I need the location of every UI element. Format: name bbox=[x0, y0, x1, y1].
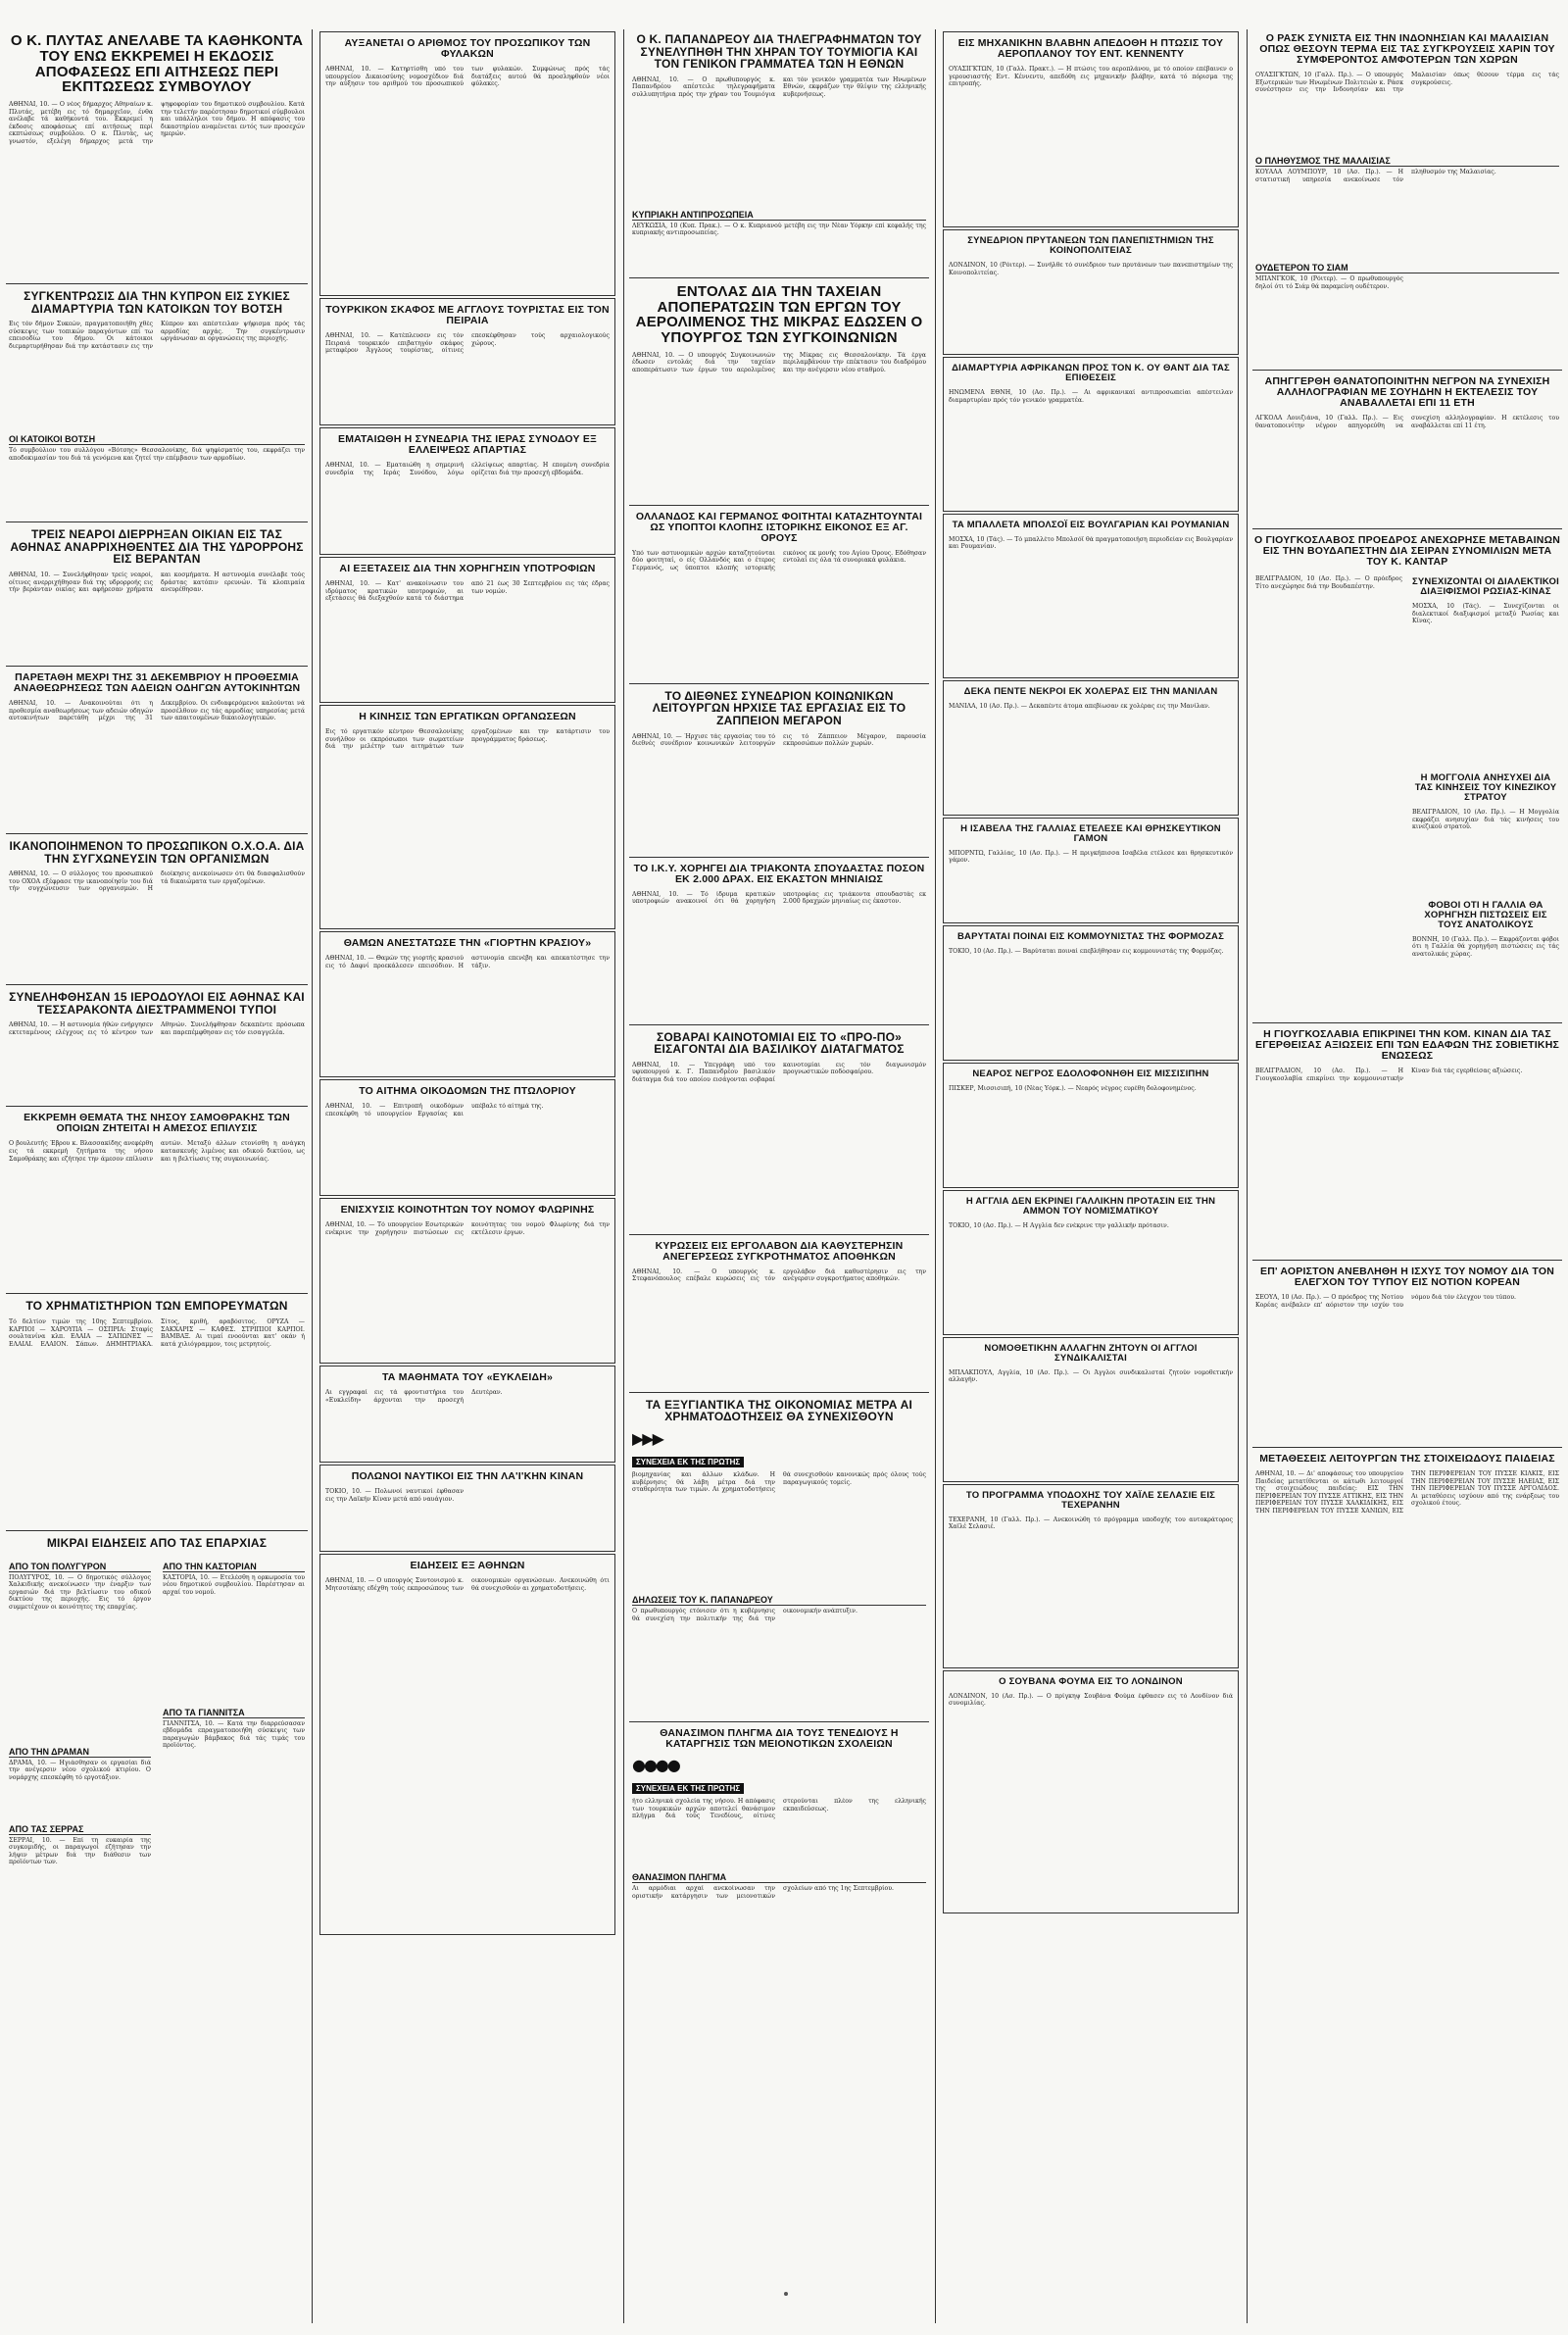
headline: ΕΚΚΡΕΜΗ ΘΕΜΑΤΑ ΤΗΣ ΝΗΣΟΥ ΣΑΜΟΘΡΑΚΗΣ ΤΩΝ ΟΠΟΙΩΝ ΖΗΤΕΙΤΑΙ Η ΑΜΕΣΟΣ ΕΠΙΛΥΣΙΣ bbox=[24, 1112, 290, 1135]
headline: ΔΕΚΑ ΠΕΝΤΕ ΝΕΚΡΟΙ ΕΚ ΧΟΛΕΡΑΣ ΕΙΣ ΤΗΝ ΜΑΝΙΛΑΝ bbox=[963, 685, 1218, 697]
continuation-badge: ΣΥΝΕΧΕΙΑ ΕΚ ΤΗΣ ΠΡΩΤΗΣ bbox=[632, 1783, 744, 1794]
article-body: ΑΘΗΝΑΙ, 10. — Ο υπουργός Συγκοινωνιών έδωσεν εντολάς διά την ταχείαν αποπεράτωσιν των έργων του αερολιμένος της Μίκρας εις Θεσσαλονίκην. Τά έργα περιλαμβάνουν την επέκτασιν του διαδρόμου και την ανέγερσιν νέου σταθμού. bbox=[632, 351, 926, 373]
article-body: ΑΘΗΝΑΙ, 10. — Υπεγράφη υπό του υφυπουργού κ. Γ. Παπανδρέου βασιλικόν διάταγμα διά του οποίου εισάγονται σοβαραί καινοτομίαι εις τόν διαγωνισμόν προγνωστικών ποδοσφαίρου. bbox=[632, 1061, 926, 1084]
article-body: ΑΘΗΝΑΙ, 10. — Ο υπουργός κ. Στεφανόπουλος επέβαλε κυρώσεις εις τόν εργολάβον διά καθυστέρησιν εις την ανέγερσιν συγκροτήματος αποθηκών. bbox=[632, 1267, 926, 1283]
article-body: ΑΘΗΝΑΙ, 10. — Κατ' ανακοίνωσιν του ιδρύματος κρατικών υποτροφιών, αι εξετάσεις θά διεξαχθούν κατά τό διάστημα από 21 έως 30 Σεπτεμβρίου εις τάς έδρας των νομών. bbox=[325, 580, 610, 603]
headline: ΑΥΞΑΝΕΤΑΙ Ο ΑΡΙΘΜΟΣ ΤΟΥ ΠΡΟΣΩΠΙΚΟΥ ΤΩΝ ΦΥΛΑΚΩΝ bbox=[344, 37, 591, 61]
subheading: ΟΥΔΕΤΕΡΟΝ ΤΟ ΣΙΑΜ bbox=[1255, 263, 1559, 273]
column-1 bbox=[6, 29, 308, 1898]
article-body: ΒΕΛΙΓΡΑΔΙΟΝ, 10 (Ασ. Πρ.). — Η Γιουγκοσλαβία επικρίνει την κομμουνιστικήν Κίναν διά τάς εγερθείσας αξιώσεις. bbox=[1255, 1067, 1523, 1082]
subheading: ΑΠΟ ΤΑ ΓΙΑΝΝΙΤΣΑ bbox=[163, 1708, 305, 1718]
article-body: Ο πρωθυπουργός ετόνισεν ότι η κυβέρνησις θά συνεχίση την πολιτικήν της διά την οικονομικήν ανάπτυξιν. bbox=[632, 1608, 858, 1622]
headline: ΤΟΥΡΚΙΚΟΝ ΣΚΑΦΟΣ ΜΕ ΑΓΓΛΟΥΣ ΤΟΥΡΙΣΤΑΣ ΕΙΣ ΤΟΝ ΠΕΙΡΑΙΑ bbox=[325, 304, 610, 327]
article-body: ΑΘΗΝΑΙ, 10. — Ανακοινούται ότι η προθεσμία αναθεωρήσεως των αδειών οδηγών αυτοκινήτων παρετάθη μέχρι της 31 Δεκεμβρίου. Οι ενδιαφερόμενοι καλούνται νά προσέλθουν εις τάς αρμοδίας υπηρεσίας μετά των απαιτουμένων δικαιολογητικών. bbox=[9, 700, 305, 722]
subheading: ΑΠΟ ΤΟΝ ΠΟΛΥΓΥΡΟΝ bbox=[9, 1562, 151, 1572]
article-body: ΒΟΝΝΗ, 10 (Γαλλ. Πρ.). — Εκφράζονται φόβοι ότι η Γαλλία θά χορηγήση πιστώσεις εις τάς ανατολικάς χώρας. bbox=[1412, 935, 1559, 959]
headline: ΤΑ ΕΞΥΓΙΑΝΤΙΚΑ ΤΗΣ ΟΙΚΟΝΟΜΙΑΣ ΜΕΤΡΑ ΑΙ ΧΡΗΜΑΤΟΔΟΤΗΣΕΙΣ ΘΑ ΣΥΝΕΧΙΣΘΟΥΝ bbox=[645, 1397, 913, 1424]
continuation-badge: ΣΥΝΕΧΕΙΑ ΕΚ ΤΗΣ ΠΡΩΤΗΣ bbox=[632, 1457, 744, 1467]
article-body: Τό συμβούλιον του συλλόγου «Βότσης» Θεσσαλονίκης, διά ψηφίσματός του, εκφράζει την αποδοκιμασίαν του διά τά γενόμενα και ζητεί την επέμβασιν των αρμοδίων. bbox=[9, 447, 305, 462]
headline: ΕΜΑΤΑΙΩΘΗ Η ΣΥΝΕΔΡΙΑ ΤΗΣ ΙΕΡΑΣ ΣΥΝΟΔΟΥ ΕΞ ΕΛΛΕΙΨΕΩΣ ΑΠΑΡΤΙΑΣ bbox=[338, 433, 597, 457]
article-body: ΑΘΗΝΑΙ, 10. — Κατηρτίσθη υπό του υπουργείου Δικαιοσύνης νομοσχέδιον διά την αύξησιν του αριθμού του προσωπικού των φυλακών. Συμφώνως πρός τάς διατάξεις αυτού θά προσληφθούν νέοι φύλακες. bbox=[325, 66, 610, 88]
article-body: ΑΘΗΝΑΙ, 10. — Εματαιώθη η σημερινή συνεδρία της Ιεράς Συνόδου, λόγω ελλείψεως απαρτίας. Η επομένη συνεδρία ορίζεται διά την προσεχή εβδομάδα. bbox=[325, 462, 610, 476]
article-body: ΜΟΣΧΑ, 10 (Τάς). — Συνεχίζονται οι διαλεκτικοί διαξιφισμοί μεταξύ Ρωσίας και Κίνας. bbox=[1412, 603, 1559, 625]
fold-mark bbox=[784, 2292, 788, 2296]
headline: ΤΟ ΧΡΗΜΑΤΙΣΤΗΡΙΟΝ ΤΩΝ ΕΜΠΟΡΕΥΜΑΤΩΝ bbox=[25, 1299, 288, 1314]
headline: ΕΙΔΗΣΕΙΣ ΕΞ ΑΘΗΝΩΝ bbox=[410, 1560, 525, 1572]
headline: ΘΑΝΑΣΙΜΟΝ ΠΛΗΓΜΑ ΔΙΑ ΤΟΥΣ ΤΕΝΕΔΙΟΥΣ Η ΚΑΤΑΡΓΗΣΙΣ ΤΩΝ ΜΕΙΟΝΟΤΙΚΩΝ ΣΧΟΛΕΙΩΝ bbox=[660, 1727, 899, 1751]
article-body: ΑΘΗΝΑΙ, 10. — Ήρχισε τάς εργασίας του τό διεθνές συνέδριον κοινωνικών λειτουργών εις τό Ζάππειον Μέγαρον, παρουσία εκπροσώπων πολλών χωρών. bbox=[632, 732, 926, 748]
article-body: βιομηχανίας και άλλων κλάδων. Η κυβέρνησις θά λάβη μέτρα διά την σταθερότητα των τιμών. Αι χρηματοδοτήσεις θά συνεχισθούν κανονικώς πρός όλους τούς παραγωγικούς τομείς. bbox=[632, 1471, 926, 1494]
headline: ΤΑ ΜΠΑΛΛΕΤΑ ΜΠΟΛΣΟΪ ΕΙΣ ΒΟΥΛΓΑΡΙΑΝ ΚΑΙ ΡΟΥΜΑΝΙΑΝ bbox=[952, 519, 1230, 530]
column-2 bbox=[318, 29, 617, 1937]
column-rule bbox=[1247, 29, 1248, 2323]
article-body: ΜΠΛΑΚΠΟΥΛ, Αγγλία, 10 (Ασ. Πρ.). — Οι Άγγλοι συνδικαλισταί ζητούν νομοθετικήν αλλαγήν. bbox=[949, 1368, 1233, 1384]
column-3 bbox=[629, 29, 929, 1985]
headline: ΜΕΤΑΘΕΣΕΙΣ ΛΕΙΤΟΥΡΓΩΝ ΤΗΣ ΣΤΟΙΧΕΙΩΔΟΥΣ ΠΑΙΔΕΙΑΣ bbox=[1259, 1452, 1555, 1465]
article-body: ΑΓΚΟΛΑ Λουιζιάνα, 10 (Γαλλ. Πρ.). — Εις θανατοποινίτην νέγρον απηγορεύθη να συνεχίση αλληλογραφίαν. Η εκτέλεσις του αναβάλλεται επί 11 έτη. bbox=[1255, 415, 1559, 429]
column-rule bbox=[623, 29, 624, 2323]
headline: ΙΚΑΝΟΠΟΙΗΜΕΝΟΝ ΤΟ ΠΡΟΣΩΠΙΚΟΝ Ο.Χ.Ο.Α. ΔΙΑ ΤΗΝ ΣΥΓΧΩΝΕΥΣΙΝ ΤΩΝ ΟΡΓΑΝΙΣΜΩΝ bbox=[9, 839, 305, 866]
article-body: Τό δελτίον τιμών της 10ης Σεπτεμβρίου. ΚΑΡΠΟΙ — ΧΑΡΟΥΠΑ — ΟΣΠΡΙΑ: Σταφίς σουλτανίνα κλπ. ΕΛΑΙΑ — ΣΑΠΩΝΕΣ — ΕΛΑΙΑΙ. ΕΛΑΙΟΝ. Σάπων. ΔΗΜΗΤΡΙΑΚΑ. Σίτος, κριθή, αραβόσιτος. ΟΡΥΖΑ — ΣΑΚΧΑΡΙΣ — ΚΑΦΕΣ. ΣΤΡΙΠΙΟΙ ΚΑΡΠΟΙ. ΒΑΜΒΑΞ. Αι τιμαί ενοούνται κατ' οκάν ή κατά χιλιόγραμμον, τοις μετρητοίς. bbox=[9, 1318, 305, 1348]
article-body: Υπό των αστυνομικών αρχών καταζητούνται δύο φοιτηταί, ο είς Ολλανδός και ο έτερος Γερμανός, ως ύποπτοι κλοπής ιστορικής εικόνος εκ μονής του Αγίου Όρους. Εδόθησαν εντολαί εις όλα τά συνοριακά φυλάκια. bbox=[632, 549, 926, 572]
article-body: ΑΘΗΝΑΙ, 10. — Επιτροπή οικοδόμων επεσκέφθη τό υπουργείον Εργασίας και υπέβαλε τό αίτημά της. bbox=[325, 1103, 544, 1118]
headline: Ο ΡΑΣΚ ΣΥΝΙΣΤΑ ΕΙΣ ΤΗΝ ΙΝΔΟΝΗΣΙΑΝ ΚΑΙ ΜΑΛΑΙΣΙΑΝ ΟΠΩΣ ΘΕΣΟΥΝ ΤΕΡΜΑ ΕΙΣ ΤΑΣ ΣΥΓΚΡΟΥΣΕΙΣ ΧΑΡΙΝ ΤΟΥ ΣΥΜΦΕΡΟΝΤΟΣ ΑΜΦΟΤΕΡΩΝ ΤΩΝ ΧΩΡΩΝ bbox=[1259, 32, 1555, 67]
headline: Η ΚΙΝΗΣΙΣ ΤΩΝ ΕΡΓΑΤΙΚΩΝ ΟΡΓΑΝΩΣΕΩΝ bbox=[359, 711, 576, 723]
headline: ΠΑΡΕΤΑΘΗ ΜΕΧΡΙ ΤΗΣ 31 ΔΕΚΕΜΒΡΙΟΥ Η ΠΡΟΘΕΣΜΙΑ ΑΝΑΘΕΩΡΗΣΕΩΣ ΤΩΝ ΑΔΕΙΩΝ ΟΔΗΓΩΝ ΑΥΤΟΚΙΝΗΤΩΝ bbox=[13, 671, 301, 694]
article-body: ΑΘΗΝΑΙ, 10. — Τό ίδρυμα κρατικών υποτροφιών ανακοινοί ότι θά χορηγήση υποτροφίας εις τριάκοντα σπουδαστάς εκ 2.000 δραχμών μηνιαίως εις έκαστον. bbox=[632, 890, 926, 906]
article-body: ΚΟΥΑΛΑ ΛΟΥΜΠΟΥΡ, 10 (Ασ. Πρ.). — Η στατιστική υπηρεσία ανεκοίνωσε τόν πληθυσμόν της Μαλαισίας. bbox=[1255, 169, 1496, 183]
article-body: ΤΟΚΙΟ, 10. — Πολωνοί ναυτικοί έφθασαν εις την Λαϊκήν Κίναν μετά από ναυάγιον. bbox=[325, 1488, 464, 1503]
headline: ΕΝΤΟΛΑΣ ΔΙΑ ΤΗΝ ΤΑΧΕΙΑΝ ΑΠΟΠΕΡΑΤΩΣΙΝ ΤΩΝ ΕΡΓΩΝ ΤΟΥ ΑΕΡΟΛΙΜΕΝΟΣ ΤΗΣ ΜΙΚΡΑΣ ΕΔΩΣΕΝ Ο ΥΠΟΥΡΓΟΣ ΤΩΝ ΣΥΓΚΟΙΝΩΝΙΩΝ bbox=[635, 282, 923, 347]
headline: ΠΟΛΩΝΟΙ ΝΑΥΤΙΚΟΙ ΕΙΣ ΤΗΝ ΛΑ'Ι'ΚΗΝ ΚΙΝΑΝ bbox=[351, 1470, 584, 1483]
headline: ΘΑΜΩΝ ΑΝΕΣΤΑΤΩΣΕ ΤΗΝ «ΓΙΟΡΤΗΝ ΚΡΑΣΙΟΥ» bbox=[343, 937, 592, 950]
headline: ΝΕΑΡΟΣ ΝΕΓΡΟΣ ΕΔΟΛΟΦΟΝΗΘΗ ΕΙΣ ΜΙΣΣΙΣΙΠΗΝ bbox=[972, 1068, 1209, 1079]
article-body: ΚΑΣΤΟΡΙΑ, 10. — Ετελέσθη η ορκωμοσία του νέου δημοτικού συμβουλίου. Παρέστησαν αι αρχαί του νομού. bbox=[163, 1573, 305, 1596]
article-body: ΟΥΑΣΙΓΚΤΩΝ, 10 (Γαλλ. Πρακτ.). — Η πτώσις του αεροπλάνου, με τό οποίον επέβαινεν ο γερουσιαστής Εντ. Κέννεντυ, απεδόθη εις μηχανικήν βλάβην, κατά τό πόρισμα της επιτροπής. bbox=[949, 66, 1233, 88]
headline: ΚΥΡΩΣΕΙΣ ΕΙΣ ΕΡΓΟΛΑΒΟΝ ΔΙΑ ΚΑΘΥΣΤΕΡΗΣΙΝ ΑΝΕΓΕΡΣΕΩΣ ΣΥΓΚΡΟΤΗΜΑΤΟΣ ΑΠΟΘΗΚΩΝ bbox=[655, 1239, 904, 1263]
article-body: ΑΘΗΝΑΙ, 10. — Συνελήφθησαν τρείς νεαροί, οίτινες ανερριχήθησαν διά της υδρορροής εις τήν βεράνταν οικίας και αφήρεσαν χρήματα και κοσμήματα. Η αστυνομία συνέλαβε τούς δράστας κατόπιν ερευνών. Τά κλοπιμαία ανευρέθησαν. bbox=[9, 571, 305, 594]
article-body: ΣΕΡΡΑΙ, 10. — Επί τη ευκαιρία της συγκομιδής, οι παραγωγοί εζήτησαν την λήψιν μέτρων διά την διάθεσιν των προϊόντων των. bbox=[9, 1836, 151, 1866]
article-body: ΤΟΚΙΟ, 10 (Ασ. Πρ.). — Βαρύταται ποιναί επεβλήθησαν εις κομμουνιστάς της Φορμόζας. bbox=[949, 947, 1224, 955]
headline: ΕΠ' ΑΟΡΙΣΤΟΝ ΑΝΕΒΛΗΘΗ Η ΙΣΧΥΣ ΤΟΥ ΝΟΜΟΥ ΔΙΑ ΤΟΝ ΕΛΕΓΧΟΝ ΤΟΥ ΤΥΠΟΥ ΕΙΣ ΝΟΤΙΟΝ ΚΟΡΕΑΝ bbox=[1259, 1265, 1554, 1288]
article-body: ΒΕΛΙΓΡΑΔΙΟΝ, 10 (Ασ. Πρ.). — Ο πρόεδρος Τίτο ανεχώρησε διά την Βουδαπέστην. bbox=[1255, 575, 1402, 590]
article-body: ΑΘΗΝΑΙ, 10. — Ο νέος δήμαρχος Αθηναίων κ. Πλυτάς, μετέβη εις τό δημαρχεϊον, ένθα ανέλαβε τά καθήκοντά του. Εκκρεμεί η έκδοσις αποφάσεως επί αιτήσεως περί εκπτώσεως συμβούλου. Ο κ. Πλυτάς, ως γνωστόν, εξελέγη δήμαρχος μετά την ψηφοφορίαν του δημοτικού συμβουλίου. Κατά την τελετήν παρέστησαν δημοτικοί σύμβουλοι και υπάλληλοι του δήμου. Η απόφασις του δικαστηρίου αναμένεται εντός των προσεχών ημερών. bbox=[9, 101, 305, 145]
dot-ornament-icon: ●●●● bbox=[632, 1756, 679, 1775]
headline: Η ΜΟΓΓΟΛΙΑ ΑΝΗΣΥΧΕΙ ΔΙΑ ΤΑΣ ΚΙΝΗΣΕΙΣ ΤΟΥ ΚΙΝΕΖΙΚΟΥ ΣΤΡΑΤΟΥ bbox=[1414, 772, 1557, 804]
headline: Ο ΣΟΥΒΑΝΑ ΦΟΥΜΑ ΕΙΣ ΤΟ ΛΟΝΔΙΝΟΝ bbox=[999, 1675, 1183, 1687]
article-body: ΑΘΗΝΑΙ, 10. — Θαμών της γιορτής κρασιού εις τό Δαφνί προεκάλεσεν επεισόδιον. Η αστυνομία επενέβη και απεκατέστησε την τάξιν. bbox=[325, 955, 610, 969]
subheading: ΔΗΛΩΣΕΙΣ ΤΟΥ Κ. ΠΑΠΑΝΔΡΕΟΥ bbox=[632, 1595, 926, 1606]
article-body: ΛΟΝΔΙΝΟΝ, 10 (Ασ. Πρ.). — Ο πρίγκηψ Σουβάνα Φούμα έφθασεν εις τό Λονδίνον διά συνομιλίας. bbox=[949, 1692, 1233, 1708]
headline: Η ΙΣΑΒΕΛΑ ΤΗΣ ΓΑΛΛΙΑΣ ΕΤΕΛΕΣΕ ΚΑΙ ΘΡΗΣΚΕΥΤΙΚΟΝ ΓΑΜΟΝ bbox=[960, 822, 1221, 844]
headline: ΣΥΝΕΔΡΙΟΝ ΠΡΥΤΑΝΕΩΝ ΤΩΝ ΠΑΝΕΠΙΣΤΗΜΙΩΝ ΤΗΣ ΚΟΙΝΟΠΟΛΙΤΕΙΑΣ bbox=[967, 235, 1214, 256]
column-rule bbox=[935, 29, 936, 2323]
subheading: ΑΠΟ ΤΑΣ ΣΕΡΡΑΣ bbox=[9, 1824, 151, 1835]
headline: ΑΙ ΕΞΕΤΑΣΕΙΣ ΔΙΑ ΤΗΝ ΧΟΡΗΓΗΣΙΝ ΥΠΟΤΡΟΦΙΩΝ bbox=[339, 563, 596, 575]
headline: ΜΙΚΡΑΙ ΕΙΔΗΣΕΙΣ ΑΠΟ ΤΑΣ ΕΠΑΡΧΙΑΣ bbox=[46, 1536, 268, 1550]
article-body: ΠΟΛΥΓΥΡΟΣ, 10. — Ο δημοτικός σύλλογος Χαλκιδικής ανεκοίνωσεν την έναρξιν των εργασιών διά την βελτίωσιν του οδικού δικτύου της περιοχής. Εις τό έργον συμμετέχουν οι κοινότητες της επαρχίας. bbox=[9, 1573, 151, 1611]
headline: ΝΟΜΟΘΕΤΙΚΗΝ ΑΛΛΑΓΗΝ ΖΗΤΟΥΝ ΟΙ ΑΓΓΛΟΙ ΣΥΝΔΙΚΑΛΙΣΤΑΙ bbox=[984, 1342, 1198, 1364]
article-body: ΜΟΣΧΑ, 10 (Τάς). — Τό μπαλλέτο Μπολσόϊ θά πραγματοποιήση περιοδείαν εις Βουλγαρίαν και Ρουμανίαν. bbox=[949, 535, 1233, 551]
article-body: ΑΘΗΝΑΙ, 10. — Ο υπουργός Συντονισμού κ. Μητσοτάκης εδέχθη τούς εκπροσώπους των οικονομικών οργανώσεων. Ανεκοινώθη ότι θά συνεχισθούν αι χρηματοδοτήσεις. bbox=[325, 1577, 610, 1592]
headline: ΕΝΙΣΧΥΣΙΣ ΚΟΙΝΟΤΗΤΩΝ ΤΟΥ ΝΟΜΟΥ ΦΛΩΡΙΝΗΣ bbox=[340, 1204, 595, 1217]
article-body: ΜΠΟΡΝΤΩ, Γαλλίας, 10 (Ασ. Πρ.). — Η πριγκήπισσα Ισαβέλα ετέλεσε και θρησκευτικόν γάμον. bbox=[949, 849, 1233, 865]
article-body: ΑΘΗΝΑΙ, 10. — Η αστυνομία ήθών ενήργησεν εκτεταμένους ελέγχους εις τό κέντρον των Αθηνών. Συνελήφθησαν δεκαπέντε πρόσωπα και παρεπέμφθησαν εις τόν εισαγγελέα. bbox=[9, 1021, 305, 1036]
headline: ΣΥΝΕΛΗΦΘΗΣΑΝ 15 ΙΕΡΟΔΟΥΛΟΙ ΕΙΣ ΑΘΗΝΑΣ ΚΑΙ ΤΕΣΣΑΡΑΚΟΝΤΑ ΔΙΕΣΤΡΑΜΜΕΝΟΙ ΤΥΠΟΙ bbox=[9, 990, 305, 1017]
article-body: ΛΟΝΔΙΝΟΝ, 10 (Ρόιτερ). — Συνήλθε τό συνέδριον των πρυτάνεων των πανεπιστημίων της Κοινοπολιτείας. bbox=[949, 261, 1233, 276]
headline: Ο ΓΙΟΥΓΚΟΣΛΑΒΟΣ ΠΡΟΕΔΡΟΣ ΑΝΕΧΩΡΗΣΕ ΜΕΤΑΒΑΙΝΩΝ ΕΙΣ ΤΗΝ ΒΟΥΔΑΠΕΣΤΗΝ ΔΙΑ ΣΕΙΡΑΝ ΣΥΝΟΜΙΛΙΩΝ ΜΕΤΑ ΤΟΥ Κ. ΚΑΝΤΑΡ bbox=[1254, 534, 1560, 569]
headline: ΤΟ Ι.Κ.Υ. ΧΟΡΗΓΕΙ ΔΙΑ ΤΡΙΑΚΟΝΤΑ ΣΠΟΥΔΑΣΤΑΣ ΠΟΣΟΝ ΕΚ 2.000 ΔΡΑΧ. ΕΙΣ ΕΚΑΣΤΟΝ ΜΗΝΙΑΙΩΣ bbox=[633, 862, 925, 885]
headline: Η ΓΙΟΥΓΚΟΣΛΑΒΙΑ ΕΠΙΚΡΙΝΕΙ ΤΗΝ ΚΟΜ. ΚΙΝΑΝ ΔΙΑ ΤΑΣ ΕΓΕΡΘΕΙΣΑΣ ΑΞΙΩΣΕΙΣ ΕΠΙ ΤΩΝ ΕΔΑΦΩΝ ΤΗΣ ΣΟΒΙΕΤΙΚΗΣ ΕΝΩΣΕΩΣ bbox=[1255, 1027, 1559, 1062]
article-body: ΒΕΛΙΓΡΑΔΙΟΝ, 10 (Ασ. Πρ.). — Η Μογγολία εκφράζει ανησυχίαν διά τάς κινήσεις του κινεζικού στρατού. bbox=[1412, 808, 1559, 831]
article-body: ΑΘΗΝΑΙ, 10. — Δι' αποφάσεως του υπουργείου Παιδείας μετατίθενται οι κάτωθι λειτουργοί της στοιχειώδους παιδείας: ΕΙΣ ΤΗΝ ΠΕΡΙΦΕΡΕΙΑΝ ΤΟΥ ΠΥΣΣΕ ΑΤΤΙΚΗΣ, ΕΙΣ ΤΗΝ ΠΕΡΙΦΕΡΕΙΑΝ ΤΟΥ ΠΥΣΣΕ ΧΑΛΚΙΔΙΚΗΣ, ΕΙΣ ΤΗΝ ΠΕΡΙΦΕΡΕΙΑΝ ΤΟΥ ΠΥΣΣΕ ΧΑΝΙΩΝ, ΕΙΣ ΤΗΝ ΠΕΡΙΦΕΡΕΙΑΝ ΤΟΥ ΠΥΣΣΕ ΚΙΛΚΙΣ, ΕΙΣ ΤΗΝ ΠΕΡΙΦΕΡΕΙΑΝ ΤΟΥ ΠΥΣΣΕ ΗΛΕΙΑΣ, ΕΙΣ ΤΗΝ ΠΕΡΙΦΕΡΕΙΑΝ ΤΟΥ ΠΥΣΣΕ ΑΡΓΟΛΙΔΟΣ. Αι μεταθέσεις ισχύουν από της ενάρξεως του σχολικού έτους. bbox=[1255, 1469, 1559, 1515]
headline: ΑΠΗΓΓΕΡΘΗ ΘΑΝΑΤΟΠΟΙΝΙΤΗΝ ΝΕΓΡΟΝ ΝΑ ΣΥΝΕΧΙΣΗ ΑΛΛΗΛΟΓΡΑΦΙΑΝ ΜΕ ΣΟΥΗΔΗΝ Η ΕΚΤΕΛΕΣΙΣ ΤΟΥ ΑΝΑΒΑΛΛΕΤΑΙ ΕΠΙ 11 ΕΤΗ bbox=[1264, 375, 1550, 410]
article-body: ΑΘΗΝΑΙ, 10. — Ο πρωθυπουργός κ. Παπανδρέου απέστειλε τηλεγραφήματα συλλυπητήρια πρός την χήραν του Τουμιόγια και τόν γενικόν γραμματέα των Ηνωμένων Εθνών, εκφράζων την θλίψιν της ελληνικής κυβερνήσεως. bbox=[632, 75, 926, 98]
article-body: ΣΕΟΥΛ, 10 (Ασ. Πρ.). — Ο πρόεδρος της Νοτίου Κορέας ανέβαλεν επ' αόριστον την ισχύν του νόμου διά τόν έλεγχον του τύπου. bbox=[1255, 1293, 1516, 1309]
headline: ΤΟ ΠΡΟΓΡΑΜΜΑ ΥΠΟΔΟΧΗΣ ΤΟΥ ΧΑΪΛΕ ΣΕΛΑΣΙΕ ΕΙΣ ΤΕΧΕΡΑΝΗΝ bbox=[965, 1489, 1216, 1511]
headline: Ο Κ. ΠΛΥΤΑΣ ΑΝΕΛΑΒΕ ΤΑ ΚΑΘΗΚΟΝΤΑ ΤΟΥ ΕΝΩ ΕΚΚΡΕΜΕΙ Η ΕΚΔΟΣΙΣ ΑΠΟΦΑΣΕΩΣ ΕΠΙ ΑΙΤΗΣΕΩΣ ΠΕΡΙ ΕΚΠΤΩΣΕΩΣ ΣΥΜΒΟΥΛΟΥ bbox=[10, 32, 304, 96]
article-body: Εις τό εργατικόν κέντρον Θεσσαλονίκης συνήλθον οι εκπρόσωποι των σωματείων διά την μελέτην των αιτημάτων των εργαζομένων και την κατάρτισιν του προγράμματος δράσεως. bbox=[325, 728, 610, 751]
headline: ΣΥΝΕΧΙΖΟΝΤΑΙ ΟΙ ΔΙΑΛΕΚΤΙΚΟΙ ΔΙΑΞΙΦΙΣΜΟΙ ΡΩΣΙΑΣ-ΚΙΝΑΣ bbox=[1412, 576, 1559, 598]
subheading: ΘΑΝΑΣΙΜΟΝ ΠΛΗΓΜΑ bbox=[632, 1872, 926, 1883]
headline: ΤΑ ΜΑΘΗΜΑΤΑ ΤΟΥ «ΕΥΚΛΕΙΔΗ» bbox=[381, 1371, 554, 1384]
headline: ΤΟ ΑΙΤΗΜΑ ΟΙΚΟΔΟΜΩΝ ΤΗΣ ΠΤΩΛΟΡΙΟΥ bbox=[359, 1085, 576, 1098]
article-body: ΜΑΝΙΛΑ, 10 (Ασ. Πρ.). — Δεκαπέντε άτομα απεβίωσαν εκ χολέρας εις την Μανίλαν. bbox=[949, 702, 1210, 710]
subheading: ΚΥΠΡΙΑΚΗ ΑΝΤΙΠΡΟΣΩΠΕΙΑ bbox=[632, 210, 926, 221]
subheading: ΟΙ ΚΑΤΟΙΚΟΙ ΒΟΤΣΗ bbox=[9, 434, 305, 445]
article-body: ΠΙΣΚΕΡ, Μισσισιπή, 10 (Νέας Υόρκ.). — Νεαρός νέγρος ευρέθη δολοφονημένος. bbox=[949, 1084, 1197, 1092]
headline: ΤΟ ΔΙΕΘΝΕΣ ΣΥΝΕΔΡΙΟΝ ΚΟΙΝΩΝΙΚΩΝ ΛΕΙΤΟΥΡΓΩΝ ΗΡΧΙΣΕ ΤΑΣ ΕΡΓΑΣΙΑΣ ΕΙΣ ΤΟ ΖΑΠΠΕΙΟΝ ΜΕΓΑΡΟΝ bbox=[652, 688, 906, 728]
article-body: Αι αρμόδιαι αρχαί ανεκοίνωσαν την οριστικήν κατάργησιν των μειονοτικών σχολείων από της 1ης Σεπτεμβρίου. bbox=[632, 1885, 894, 1900]
article-body: ΑΘΗΝΑΙ, 10. — Ο σύλλογος του προσωπικού του ΟΧΟΑ εξέφρασε την ικανοποίησίν του διά τήν συγχώνευσιν των οργανισμών. Η διοίκησις ανεκοίνωσεν ότι θά διασφαλισθούν τά δικαιώματα των εργαζομένων. bbox=[9, 870, 305, 893]
article-body: ΟΥΑΣΙΓΚΤΩΝ, 10 (Γαλλ. Πρ.). — Ο υπουργός Εξωτερικών των Ηνωμένων Πολιτειών κ. Ράσκ συνέστησεν εις την Ινδονησίαν και την Μαλαισίαν όπως θέσουν τέρμα εις τάς συγκρούσεις. bbox=[1255, 72, 1559, 94]
column-rule bbox=[312, 29, 313, 2323]
headline: ΦΟΒΟΙ ΟΤΙ Η ΓΑΛΛΙΑ ΘΑ ΧΟΡΗΓΗΣΗ ΠΙΣΤΩΣΕΙΣ ΕΙΣ ΤΟΥΣ ΑΝΑΤΟΛΙΚΟΥΣ bbox=[1424, 899, 1547, 930]
article-body: ΔΡΑΜΑ, 10. — Ηγιάσθησαν οι εργασίαι διά την ανέγερσιν νέου σχολικού κτιρίου. Ο νομάρχης επεσκέφθη τό εργοτάξιον. bbox=[9, 1759, 151, 1781]
article-body: Ο βουλευτής Έβρου κ. Βλασσακίδης ανεφέρθη εις τά εκκρεμή ζητήματα της νήσου Σαμοθράκης και εζήτησε την άμεσον επίλυσιν αυτών. Μεταξύ άλλων ετονίσθη η ανάγκη κατασκευής λιμένος και οδικού δικτύου, ως και η βελτίωσις της συγκοινωνίας. bbox=[9, 1140, 305, 1163]
article-body: ΗΝΩΜΕΝΑ ΕΘΝΗ, 10 (Ασ. Πρ.). — Αι αφρικανικαί αντιπροσωπείαι απέστειλαν διαμαρτυρίαν πρός τόν γενικόν γραμματέα. bbox=[949, 388, 1233, 404]
article-body: ΛΕΥΚΩΣΙΑ, 10 (Κυπ. Πρακ.). — Ο κ. Κυπριανού μετέβη εις την Νέαν Υόρκην επί κεφαλής της κυπριακής αντιπροσωπείας. bbox=[632, 222, 926, 237]
article-body: ΜΠΑΝΓΚΟΚ, 10 (Ρόιτερ). — Ο πρωθυπουργός δηλοί ότι τό Σιάμ θά παραμείνη ουδέτερον. bbox=[1255, 275, 1403, 290]
article-body: ήτο ελληνικά σχολεία της νήσου. Η απόφασις των τουρκικών αρχών αποτελεί θανάσιμον πλήγμα διά τούς Τενεδίους, οίτινες στερούνται πλέον της ελληνικής εκπαιδεύσεως. bbox=[632, 1798, 926, 1820]
article-body: ΑΘΗΝΑΙ, 10. — Τό υπουργείον Εσωτερικών ενέκρινε την χορήγησιν πιστώσεων εις κοινότητας του νομού Φλωρίνης διά την εκτέλεσιν έργων. bbox=[325, 1221, 610, 1236]
headline: ΕΙΣ ΜΗΧΑΝΙΚΗΝ ΒΛΑΒΗΝ ΑΠΕΔΟΘΗ Η ΠΤΩΣΙΣ ΤΟΥ ΑΕΡΟΠΛΑΝΟΥ ΤΟΥ ΕΝΤ. ΚΕΝΝΕΝΤΥ bbox=[957, 37, 1224, 61]
article-body: ΓΙΑΝΝΙΤΣΑ, 10. — Κατά την διαρρεύσασαν εβδομάδα επραγματοποιήθη σύσκεψις των παραγωγών βάμβακος διά τάς τιμάς του προϊόντος. bbox=[163, 1719, 305, 1750]
headline: Ο Κ. ΠΑΠΑΝΔΡΕΟΥ ΔΙΑ ΤΗΛΕΓΡΑΦΗΜΑΤΩΝ ΤΟΥ ΣΥΝΕΛΥΠΗΘΗ ΤΗΝ ΧΗΡΑΝ ΤΟΥ ΤΟΥΜΙΟΓΙΑ ΚΑΙ ΤΟΝ ΓΕΝΙΚΟΝ ΓΡΑΜΜΑΤΕΑ ΤΩΝ Η ΕΘΝΩΝ bbox=[636, 32, 922, 72]
headline: Η ΑΓΓΛΙΑ ΔΕΝ ΕΚΡΙΝΕΙ ΓΑΛΛΙΚΗΝ ΠΡΟΤΑΣΙΝ ΕΙΣ ΤΗΝ ΑΜΜΟΝ ΤΟΥ ΝΟΜΙΣΜΑΤΙΚΟΥ bbox=[965, 1195, 1216, 1217]
article-body: Εις τόν δήμον Συκεών, πραγματοποιήθη χθές σύσκεψις των τοπικών παραγόντων επί τω επεισοδίω του δήμου. Οι κάτοικοι διεμαρτυρήθησαν διά την κατάστασιν εις την Κύπρον και απέστειλαν ψήφισμα πρός τάς αρμοδίας αρχάς. Την συγκέντρωσιν ωργάνωσαν αι οργανώσεις της περιοχής. bbox=[9, 321, 305, 350]
headline: ΤΡΕΙΣ ΝΕΑΡΟΙ ΔΙΕΡΡΗΞΑΝ ΟΙΚΙΑΝ ΕΙΣ ΤΑΣ ΑΘΗΝΑΣ ΑΝΑΡΡΙΧΗΘΕΝΤΕΣ ΔΙΑ ΤΗΣ ΥΔΡΟΡΡΟΗΣ ΕΙΣ ΒΕΡΑΝΤΑΝ bbox=[10, 527, 304, 567]
headline: ΒΑΡΥΤΑΤΑΙ ΠΟΙΝΑΙ ΕΙΣ ΚΟΜΜΟΥΝΙΣΤΑΣ ΤΗΣ ΦΟΡΜΟΖΑΣ bbox=[956, 930, 1224, 942]
subheading: Ο ΠΛΗΘΥΣΜΟΣ ΤΗΣ ΜΑΛΑΙΣΙΑΣ bbox=[1255, 156, 1559, 167]
article-body: ΤΟΚΙΟ, 10 (Ασ. Πρ.). — Η Αγγλία δεν ενέκρινε την γαλλικήν πρότασιν. bbox=[949, 1221, 1169, 1229]
column-5 bbox=[1252, 29, 1562, 1953]
article-body: ΤΕΧΕΡΑΝΗ, 10 (Γαλλ. Πρ.). — Ανεκοινώθη τό πρόγραμμα υποδοχής του αυτοκράτορος Χαϊλέ Σελασιέ. bbox=[949, 1515, 1233, 1531]
article-body: Αι εγγραφαί εις τά φροντιστήρια του «Ευκλείδη» άρχονται την προσεχή Δευτέραν. bbox=[325, 1389, 503, 1404]
subheading: ΑΠΟ ΤΗΝ ΚΑΣΤΟΡΙΑΝ bbox=[163, 1562, 305, 1572]
headline: ΣΟΒΑΡΑΙ ΚΑΙΝΟΤΟΜΙΑΙ ΕΙΣ ΤΟ «ΠΡΟ-ΠΟ» ΕΙΣΑΓΟΝΤΑΙ ΔΙΑ ΒΑΣΙΛΙΚΟΥ ΔΙΑΤΑΓΜΑΤΟΣ bbox=[654, 1029, 905, 1057]
headline: ΔΙΑΜΑΡΤΥΡΙΑ ΑΦΡΙΚΑΝΩΝ ΠΡΟΣ ΤΟΝ Κ. ΟΥ ΘΑΝΤ ΔΙΑ ΤΑΣ ΕΠΙΘΕΣΕΙΣ bbox=[952, 362, 1230, 383]
article-body: ΑΘΗΝΑΙ, 10. — Κατέπλευσεν εις τόν Πειραιά τουρκικόν επιβατηγόν σκάφος μεταφέρον Άγγλους τουρίστας, οίτινες επεσκέφθησαν τούς αρχαιολογικούς χώρους. bbox=[325, 332, 610, 355]
headline: ΣΥΓΚΕΝΤΡΩΣΙΣ ΔΙΑ ΤΗΝ ΚΥΠΡΟΝ ΕΙΣ ΣΥΚΙΕΣ ΔΙΑΜΑΡΤΥΡΙΑ ΤΩΝ ΚΑΤΟΙΚΩΝ ΤΟΥ ΒΟΤΣΗ bbox=[24, 289, 290, 316]
column-4 bbox=[941, 29, 1241, 1915]
headline: ΟΛΛΑΝΔΟΣ ΚΑΙ ΓΕΡΜΑΝΟΣ ΦΟΙΤΗΤΑΙ ΚΑΤΑΖΗΤΟΥΝΤΑΙ ΩΣ ΥΠΟΠΤΟΙ ΚΛΟΠΗΣ ΙΣΤΟΡΙΚΗΣ ΕΙΚΟΝΟΣ ΕΞ ΑΓ. ΟΡΟΥΣ bbox=[635, 510, 923, 544]
arrow-ornament-icon: ▶▶▶ bbox=[632, 1429, 662, 1449]
subheading: ΑΠΟ ΤΗΝ ΔΡΑΜΑΝ bbox=[9, 1747, 151, 1758]
